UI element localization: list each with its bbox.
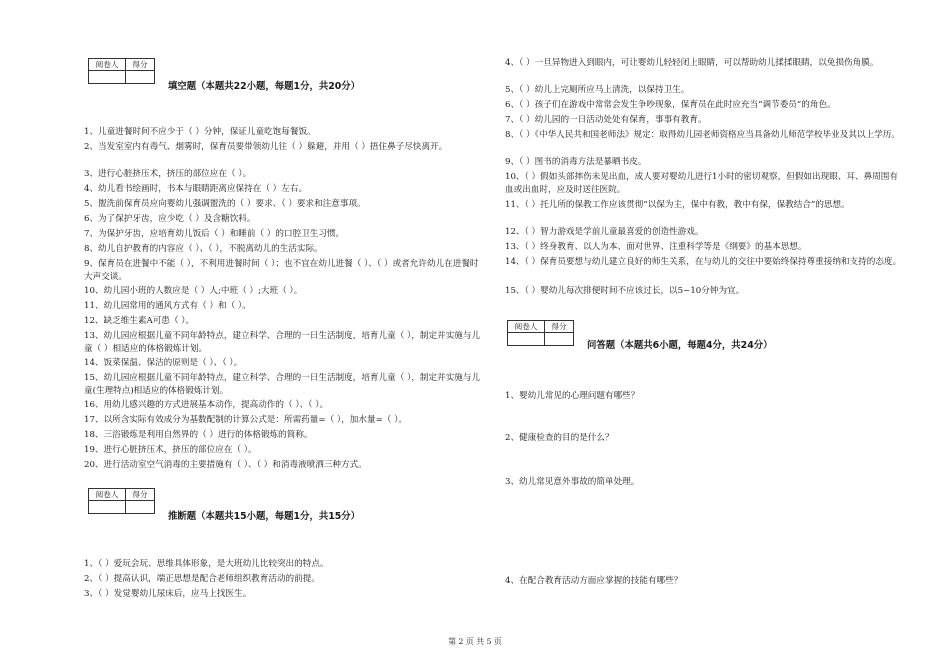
- fill-blank-item: 12、缺乏维生素A可患（ ）。: [84, 316, 195, 326]
- score-cell[interactable]: [545, 333, 574, 346]
- fill-blank-item: 9、保育员在进餐中不能（ ），不利用进餐时间（ ）；也不宜在幼儿进餐（ ）、（ ）或者允许幼儿在进餐时大声交谈。: [84, 259, 479, 283]
- fill-blank-item: 16、用幼儿感兴趣的方式进展基本动作，提高动作的（ ）、（ ）。: [84, 400, 329, 410]
- fill-blank-item: 7、为保护牙齿，应培育幼儿饭后（ ）和睡前（ ）的口腔卫生习惯。: [84, 229, 345, 239]
- score-label: 得分: [126, 59, 155, 71]
- page-footer: 第 2 页 共 5 页: [448, 637, 502, 646]
- reviewer-cell[interactable]: [89, 71, 126, 84]
- fill-blank-item: 18、三浴锻炼是利用自然界的（ ）进行的体格锻炼的简称。: [84, 430, 313, 440]
- fill-blank-title: 填空题（本题共22小题，每题1分，共20分）: [168, 81, 360, 92]
- true-false-item: 9、（ ）图书的消毒方法是暴晒书皮。: [505, 157, 647, 167]
- qa-title: 问答题（本题共6小题，每题4分，共24分）: [587, 340, 773, 351]
- reviewer-label: 阅卷人: [89, 59, 126, 71]
- fill-blank-item: 4、幼儿看书绘画时，书本与眼睛距离应保持在（ ）左右。: [84, 184, 308, 194]
- fill-blank-item: 6、为了保护牙齿，应少吃（ ）及含糖饮料。: [84, 214, 256, 224]
- fill-blank-item: 20、进行活动室空气消毒的主要措施有（ ）、（ ）和消毒液喷洒三种方式。: [84, 460, 367, 470]
- qa-item: 3、幼儿常见意外事故的简单处理。: [505, 477, 640, 487]
- fill-blank-item: 2、当发室室内有毒气、烟雾时，保育员要带领幼儿往（ ）躲避，并用（ ）捂住鼻子尽快离开。: [84, 142, 448, 152]
- fill-blank-item: 8、幼儿自护教育的内容应（ ）、（ ），不脱离幼儿的生活实际。: [84, 244, 323, 254]
- score-cell[interactable]: [126, 501, 155, 514]
- score-label: 得分: [126, 489, 155, 501]
- true-false-item: 14、（ ）保育员要想与幼儿建立良好的师生关系，在与幼儿的交往中要始终保持尊重接纳和支持的态度。: [505, 257, 902, 267]
- true-false-item: 10、（ ）假如头部摔伤未见出血，成人要对婴幼儿进行1小时的密切观察，但假如出现眼、耳、鼻周围有血或出血时，应及时送往医院。: [505, 172, 898, 196]
- true-false-item: 3、（ ）发觉婴幼儿尿床后，应马上找医生。: [84, 589, 252, 599]
- true-false-item: 13、（ ）终身教育、以人为本、面对世界、注重科学等是《纲要》的基本思想。: [505, 242, 807, 252]
- score-box-true-false: [88, 488, 155, 514]
- fill-blank-item: 14、饭菜保温、保洁的原则是（ ）、（ ）。: [84, 358, 243, 368]
- true-false-item: 1、（ ）爱玩会玩、思维具体形象，是大班幼儿比较突出的特点。: [84, 559, 329, 569]
- reviewer-cell[interactable]: [508, 333, 545, 346]
- qa-item: 4、在配合教育活动方面应掌握的技能有哪些？: [505, 576, 683, 586]
- true-false-item: 15、（ ）婴幼儿每次排便时间不应该过长，以5~10分钟为宜。: [505, 286, 745, 296]
- fill-blank-item: 5、盥洗前保育员应向婴幼儿强调盥洗的（ ）要求、（ ）要求和注意事项。: [84, 199, 366, 209]
- reviewer-label: 阅卷人: [89, 489, 126, 501]
- true-false-title: 推断题（本题共15小题，每题1分，共15分）: [168, 511, 360, 522]
- reviewer-label: 阅卷人: [508, 321, 545, 333]
- score-box-fill-blank: [88, 58, 155, 84]
- reviewer-cell[interactable]: [89, 501, 126, 514]
- fill-blank-item: 1、儿童进餐时间不应少于（ ）分钟，保证儿童吃饱每餐饭。: [84, 127, 316, 137]
- fill-blank-item: 3、进行心脏挤压术，挤压的部位应在（ ）。: [84, 169, 252, 179]
- true-false-item: 11、（ ）托儿所的保教工作应该贯彻“以保为主，保中有教，教中有保，保教结合”的思想。: [505, 200, 850, 210]
- fill-blank-item: 19、进行心脏挤压术，挤压的部位应在（ ）。: [84, 445, 257, 455]
- true-false-item: 7、（ ）幼儿园的一日活动处处有保育，事事有教育。: [505, 115, 707, 125]
- true-false-item: 8、（ ）《中华人民共和国老师法》规定：取得幼儿园老师资格应当具备幼儿师范学校毕业及其以上学历。: [505, 130, 900, 140]
- qa-item: 1、婴幼儿常见的心理问题有哪些？: [505, 391, 640, 401]
- score-box-qa: [507, 320, 574, 346]
- score-cell[interactable]: [126, 71, 155, 84]
- fill-blank-item: 11、幼儿园常用的通风方式有（ ）和（ ）。: [84, 301, 251, 311]
- true-false-item: 12、（ ）智力游戏是学前儿童最喜爱的创造性游戏。: [505, 227, 704, 237]
- score-label: 得分: [545, 321, 574, 333]
- fill-blank-item: 15、幼儿园应根据儿童不同年龄特点，建立科学、合理的一日生活制度，培育儿童（ ），制定并实施与儿童(生理特点)相适应的体格锻炼计划。: [84, 373, 481, 397]
- true-false-item: 4、（ ）一旦异物进入到眼内，可让婴幼儿轻轻闭上眼睛，可以帮助幼儿揉揉眼睛，以免损伤角膜。: [505, 58, 879, 68]
- qa-item: 2、健康检查的目的是什么？: [505, 433, 614, 443]
- true-false-item: 5、（ ）幼儿上完厕所应马上清洗，以保持卫生。: [505, 85, 690, 95]
- fill-blank-item: 10、幼儿园小班的人数应是（ ）人;中班（ ）;大班（ ）。: [84, 286, 303, 296]
- true-false-item: 2、（ ）提高认识，端正思想是配合老师组织教育活动的前提。: [84, 574, 320, 584]
- fill-blank-item: 13、幼儿园应根据儿童不同年龄特点，建立科学、合理的一日生活制度，培育儿童（ ），制定并实施与儿童（ ）相适应的体格锻炼计划。: [84, 331, 481, 355]
- true-false-item: 6、（ ）孩子们在游戏中常常会发生争吵现象，保育员在此时应充当“调节委员”的角色。: [505, 100, 836, 110]
- fill-blank-item: 17、以所含实际有效成分为基数配制的计算公式是：所需药量=（ ），加水量=（ ）。: [84, 415, 407, 425]
